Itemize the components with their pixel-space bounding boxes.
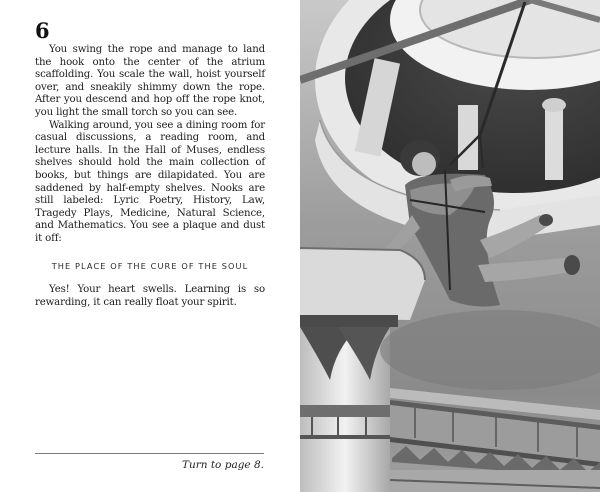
story-illustration — [300, 0, 600, 492]
chapter-number: 6 — [35, 18, 50, 43]
closing-paragraph: Yes! Your heart swells. Learning is so rewarding, it can really float your spirit. — [35, 284, 265, 308]
plaque-inscription: THE PLACE OF THE CURE OF THE SOUL — [51, 260, 249, 271]
footer-divider — [35, 453, 264, 454]
illustration-drawing — [300, 0, 600, 492]
story-text — [35, 44, 265, 309]
paragraph-1: You swing the rope and manage to land the hook onto the center of the atrium scaffolding. You scale the wall, hoist yourself over, and sneakily shimmy down the rope. After you descend and hop off the rope knot, you light the small torch so you can see. — [35, 44, 265, 118]
turn-to-page-link[interactable]: Turn to page 8. — [181, 459, 264, 471]
paragraph-2: Walking around, you see a dining room for casual discussions, a reading room, and lecture halls. In the Hall of Muses, endless shelves should hold the main collection of books, but things are dilapidated. You are saddened by half-empty shelves. Nooks are still labeled: Lyric Poetry, History, Law, Tragedy Plays, Medicine, Natural Science, and Mathematics. You see a plaque and dust it off: — [35, 119, 265, 244]
